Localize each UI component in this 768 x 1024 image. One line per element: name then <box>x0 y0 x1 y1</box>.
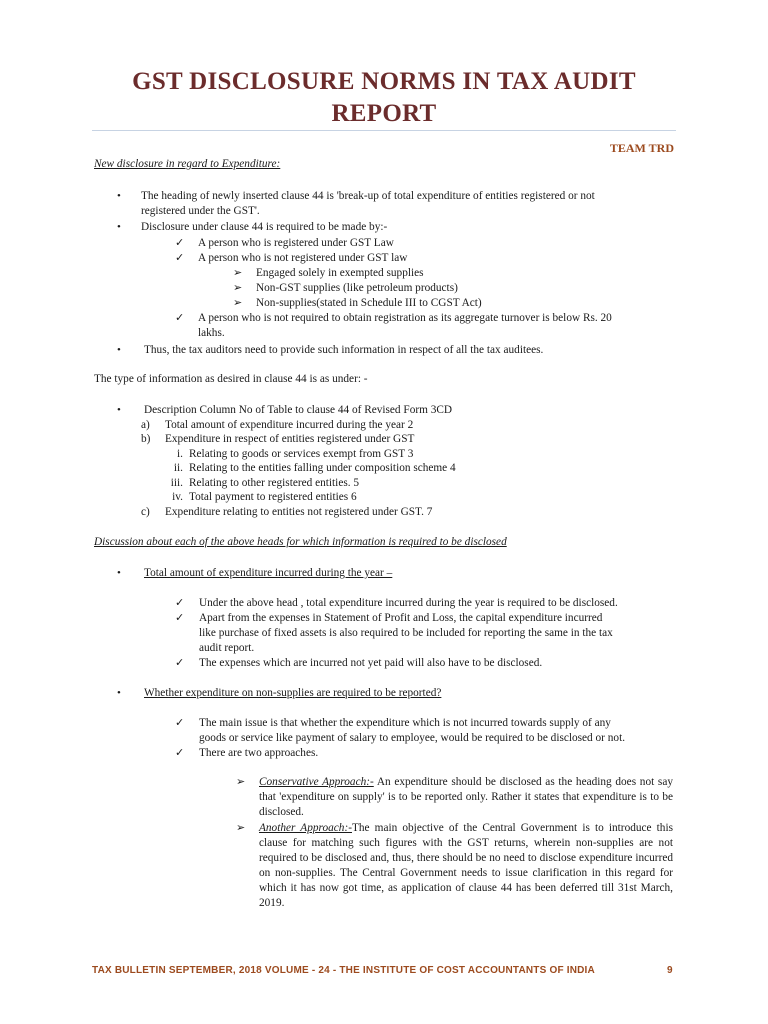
check-text: like purchase of fixed assets is also required to be included for reporting the same in the tax <box>199 627 613 639</box>
check-icon: ✓ <box>175 612 185 624</box>
arrow-icon: ➢ <box>233 282 243 294</box>
list-item: Relating to the entities falling under composition scheme 4 <box>189 462 456 474</box>
list-item: Relating to goods or services exempt from GST 3 <box>189 448 414 460</box>
bullet-text: registered under the GST'. <box>141 205 260 217</box>
list-item: Expenditure relating to entities not registered under GST. 7 <box>165 506 433 518</box>
check-text: A person who is not required to obtain registration as its aggregate turnover is below Rs. 20 <box>198 312 612 324</box>
arrow-icon: ➢ <box>236 776 246 788</box>
check-icon: ✓ <box>175 657 185 669</box>
section-heading-discussion: Discussion about each of the above heads for which information is required to be disclosed <box>94 536 507 548</box>
bullet-icon: • <box>117 221 121 233</box>
check-text: A person who is not registered under GST law <box>198 252 408 264</box>
approach-text: An expenditure should be disclosed as the heading does not say that 'expenditure on supply' is to be reported only. Rather it states that expenditure is to be disclosed. <box>259 776 673 818</box>
bullet-icon: • <box>117 344 121 356</box>
check-icon: ✓ <box>175 312 185 324</box>
check-text: goods or service like payment of salary to employee, would be required to be disclosed or not. <box>199 732 626 744</box>
bullet-icon: • <box>117 190 121 202</box>
list-item: Total payment to registered entities 6 <box>189 491 357 503</box>
footer-text: TAX BULLETIN SEPTEMBER, 2018 VOLUME - 24 - THE INSTITUTE OF COST ACCOUNTANTS OF INDIA <box>92 965 595 976</box>
check-icon: ✓ <box>175 597 185 609</box>
bullet-icon: • <box>117 567 121 579</box>
bullet-icon: • <box>117 687 121 699</box>
bullet-text: Whether expenditure on non-supplies are required to be reported? <box>144 687 442 699</box>
check-text: Under the above head , total expenditure incurred during the year is required to be disclosed. <box>199 597 618 609</box>
check-text: The main issue is that whether the expenditure which is not incurred towards supply of any <box>199 717 611 729</box>
check-icon: ✓ <box>175 237 185 249</box>
list-marker: iii. <box>170 477 183 489</box>
approach-label: Conservative Approach:- <box>259 776 374 788</box>
check-icon: ✓ <box>175 717 185 729</box>
title-line-1: GST DISCLOSURE NORMS IN TAX AUDIT <box>132 68 636 95</box>
check-text: A person who is registered under GST Law <box>198 237 394 249</box>
info-intro: The type of information as desired in clause 44 is as under: - <box>94 373 368 385</box>
title-line-2: REPORT <box>331 100 437 127</box>
title-divider <box>92 130 676 131</box>
approach-text: The main objective of the Central Government is to introduce this clause for matching such figures with the GST returns, wherein non-supplies are not required to be disclosed and, thus, there should be no need to disclose expenditure incurred on non-supplies. The Central Government needs to issue clarification in this regard for which it has now got time, as application of clause 44 has been deferred till 31st March, 2019. <box>259 822 673 909</box>
list-marker: c) <box>141 506 150 518</box>
arrow-text: Non-supplies(stated in Schedule III to CGST Act) <box>256 297 482 309</box>
list-marker: i. <box>177 448 183 460</box>
arrow-icon: ➢ <box>236 822 246 834</box>
approach-paragraph <box>259 775 673 820</box>
arrow-text: Engaged solely in exempted supplies <box>256 267 424 279</box>
page-number: 9 <box>667 965 673 976</box>
arrow-icon: ➢ <box>233 297 243 309</box>
check-text: There are two approaches. <box>199 747 319 759</box>
bullet-icon: • <box>117 404 121 416</box>
section-heading-expenditure: New disclosure in regard to Expenditure: <box>94 158 281 170</box>
bullet-text: The heading of newly inserted clause 44 is 'break-up of total expenditure of entities registered or not <box>141 190 595 202</box>
bullet-text: Description Column No of Table to clause 44 of Revised Form 3CD <box>144 404 453 416</box>
list-item: Relating to other registered entities. 5 <box>189 477 360 489</box>
bullet-text: Thus, the tax auditors need to provide such information in respect of all the tax auditees. <box>144 344 544 356</box>
check-text: audit report. <box>199 642 255 654</box>
list-marker: iv. <box>172 491 183 503</box>
approach-label: Another Approach:- <box>259 822 352 834</box>
check-icon: ✓ <box>175 252 185 264</box>
list-item: Total amount of expenditure incurred during the year 2 <box>165 419 414 431</box>
bullet-text: Disclosure under clause 44 is required to be made by:- <box>141 221 388 233</box>
arrow-text: Non-GST supplies (like petroleum products) <box>256 282 458 294</box>
list-marker: ii. <box>173 462 183 474</box>
approach-paragraph <box>259 821 673 911</box>
bullet-text: Total amount of expenditure incurred during the year – <box>144 567 393 579</box>
list-item: Expenditure in respect of entities registered under GST <box>165 433 415 445</box>
check-text: Apart from the expenses in Statement of Profit and Loss, the capital expenditure incurred <box>199 612 603 624</box>
list-marker: a) <box>141 419 150 431</box>
page-title <box>0 66 768 130</box>
check-text: lakhs. <box>198 327 225 339</box>
arrow-icon: ➢ <box>233 267 243 279</box>
list-marker: b) <box>141 433 151 445</box>
author-label: TEAM TRD <box>609 141 674 155</box>
check-text: The expenses which are incurred not yet paid will also have to be disclosed. <box>199 657 543 669</box>
check-icon: ✓ <box>175 747 185 759</box>
